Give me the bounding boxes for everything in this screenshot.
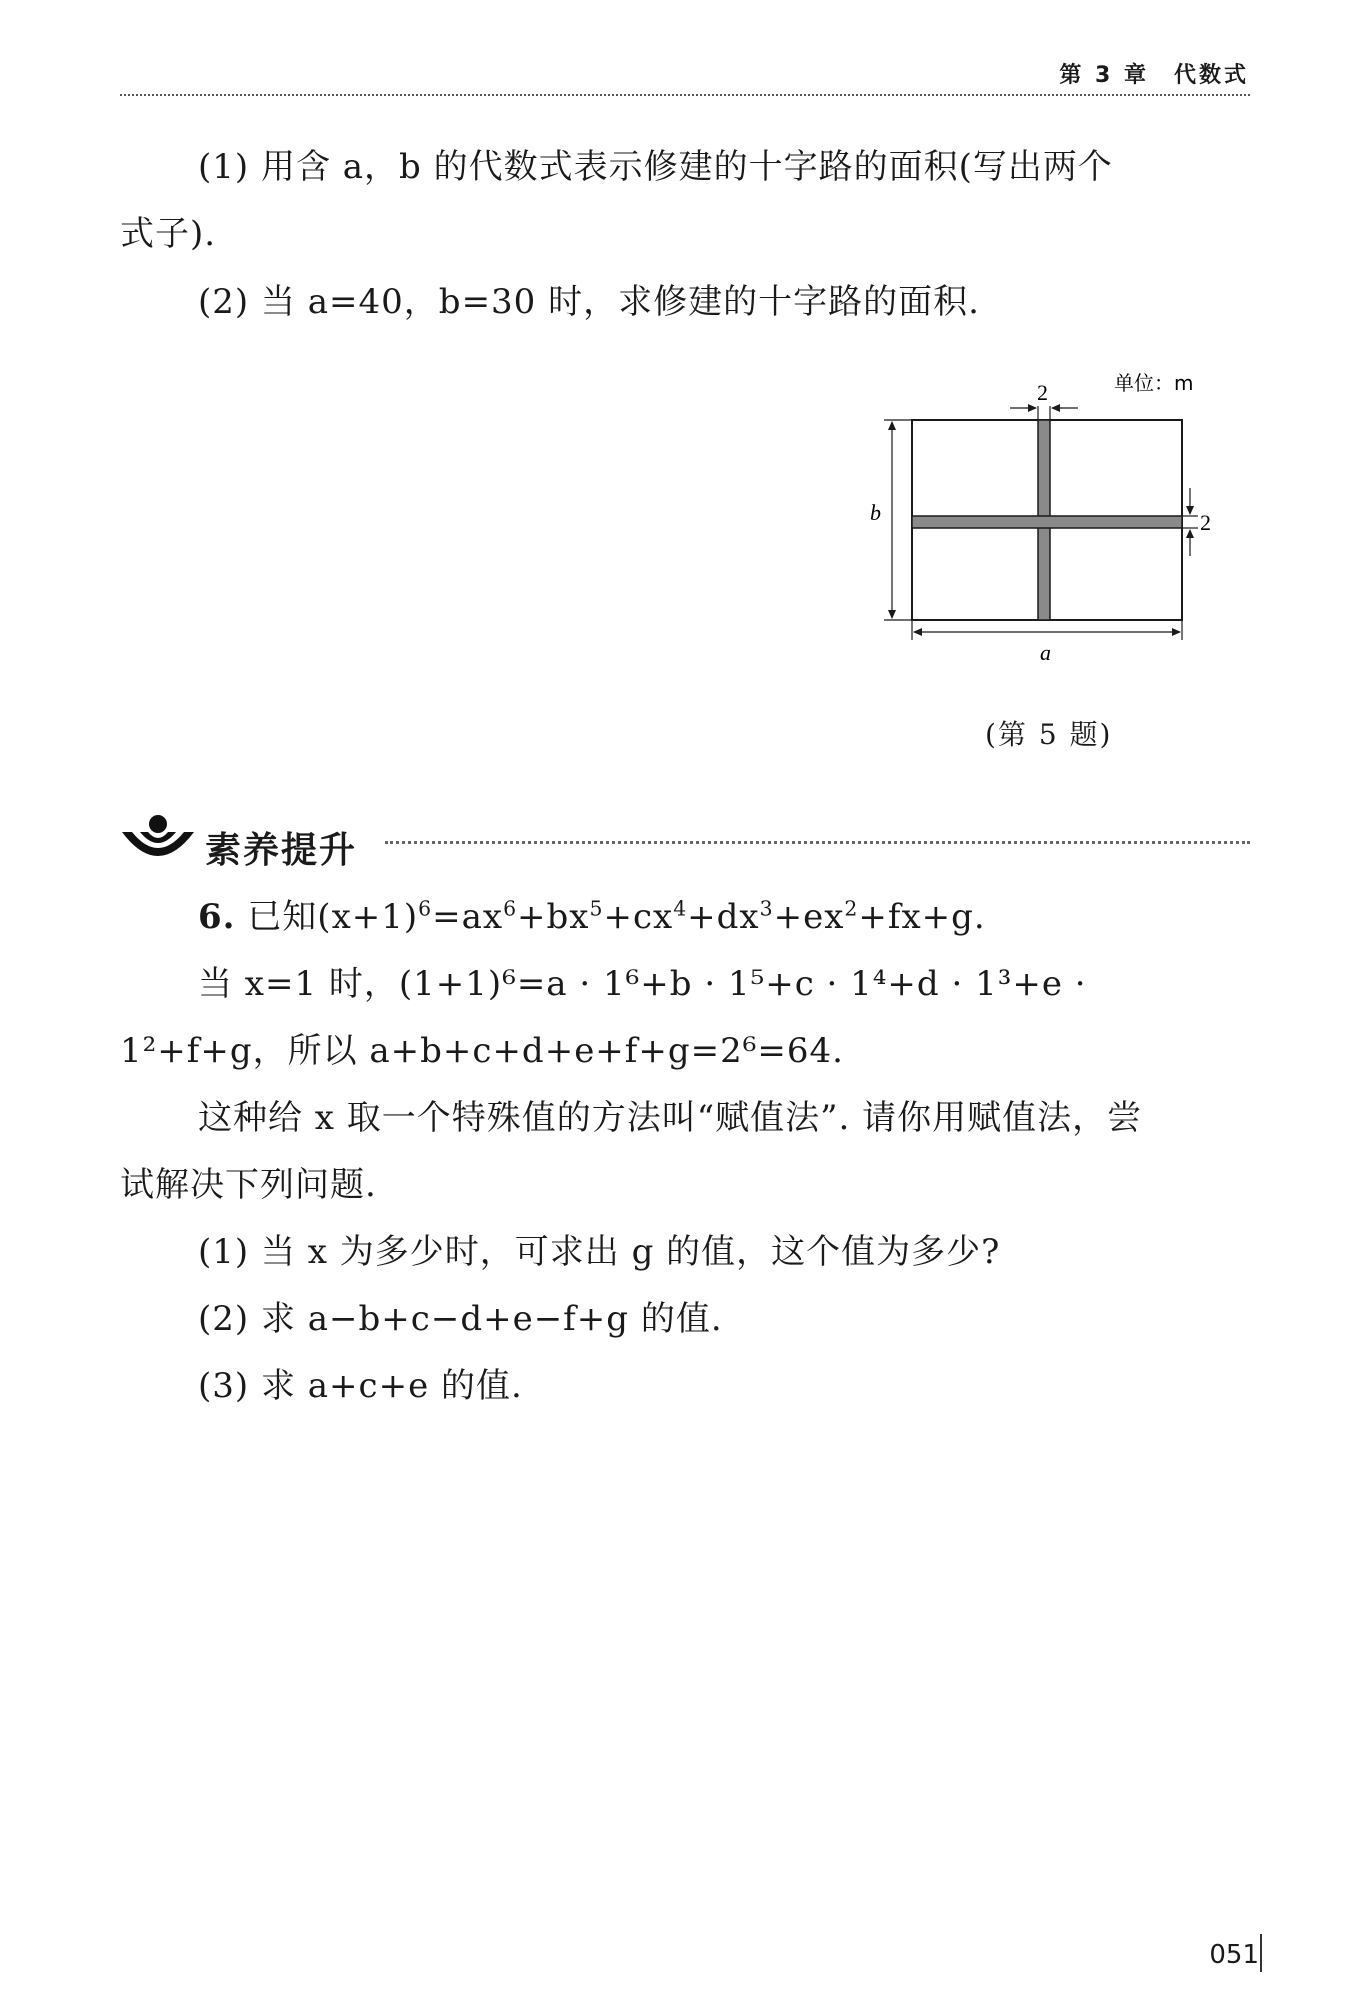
page-number: 051	[1209, 1940, 1259, 1970]
q6-sub2: (2) 求 a−b+c−d+e−f+g 的值.	[198, 1299, 723, 1339]
figure-caption: (第 5 题)	[985, 718, 1113, 751]
crossroad-figure	[870, 370, 1270, 674]
unit-label: 单位：m	[1114, 371, 1194, 395]
horizontal-road	[912, 516, 1182, 528]
side-b-label: b	[870, 500, 881, 525]
q6-number: 6.	[198, 897, 236, 937]
crossroad-diagram	[870, 370, 1270, 670]
q5-part1-line2: 式子).	[120, 214, 217, 254]
top-width-label: 2	[1037, 380, 1048, 405]
q6-sub3: (3) 求 a+c+e 的值.	[198, 1366, 523, 1406]
q5-part2: (2) 当 a=40，b=30 时，求修建的十字路的面积.	[198, 282, 980, 322]
q6-when-line1: 当 x=1 时，(1+1)⁶=a · 1⁶+b · 1⁵+c · 1⁴+d · 1³+e ·	[198, 964, 1087, 1004]
section-title: 素养提升	[205, 830, 358, 871]
side-a-label: a	[1040, 640, 1051, 665]
q5-part1-line1: (1) 用含 a，b 的代数式表示修建的十字路的面积(写出两个	[198, 147, 1113, 187]
section-divider	[385, 841, 1250, 844]
section-icon	[118, 810, 198, 874]
header-divider	[120, 94, 1250, 96]
q6-equation: 6. 已知$(x+1)^6=ax^6+bx^5+cx^4+dx^3+ex^2+fx+g$.	[198, 896, 986, 937]
page-number-bar	[1260, 1934, 1262, 1972]
q6-sub1: (1) 当 x 为多少时，可求出 g 的值，这个值为多少?	[198, 1232, 1001, 1272]
q6-when-line2: 1²+f+g，所以 a+b+c+d+e+f+g=2⁶=64.	[120, 1031, 844, 1071]
q6-method-line1: 这种给 x 取一个特殊值的方法叫“赋值法”. 请你用赋值法，尝	[198, 1098, 1143, 1138]
q6-method-line2: 试解决下列问题.	[120, 1165, 377, 1205]
right-width-label: 2	[1200, 510, 1211, 535]
chapter-header: 第 3 章 代数式	[1059, 63, 1249, 88]
